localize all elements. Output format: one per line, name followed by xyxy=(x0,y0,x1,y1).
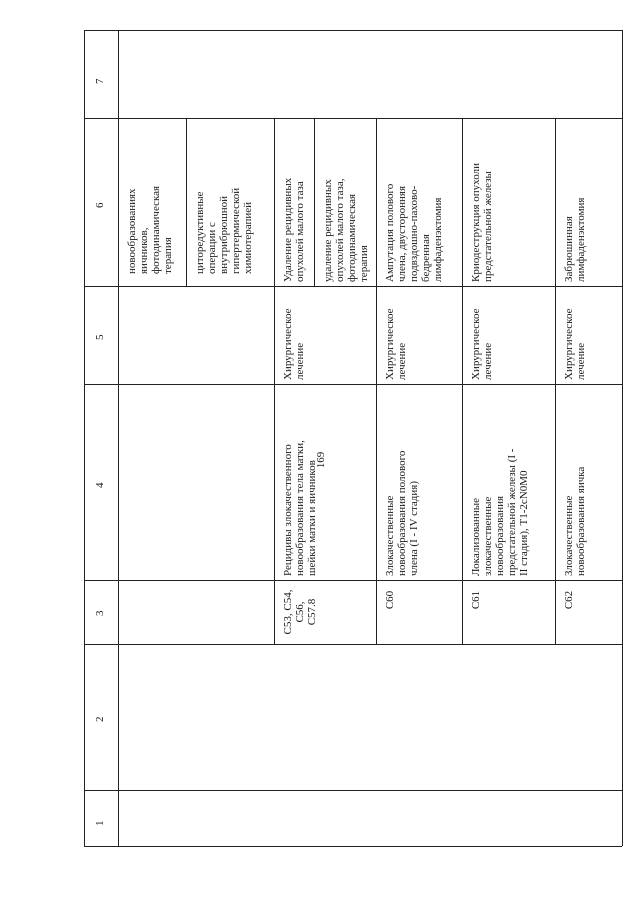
col-boundary-5-4 xyxy=(84,384,622,385)
row1-col6-b: удаление рецидивных опухолей малого таза, фотодинамическая терапия xyxy=(322,178,370,282)
header-col-6: 6 xyxy=(94,202,106,208)
row-boundary-4 xyxy=(555,118,556,644)
row1-col4: Рецидивы злокачественного новообразования тела матки, шейки матки и яичников xyxy=(282,440,318,576)
header-col-7: 7 xyxy=(94,78,106,84)
row2-col6: Ампутация полового члена, двусторонняя подвздошно-пахово- бедренная лимфаденэктомия xyxy=(384,183,444,282)
row1-col6-a: Удаление рецидивных опухолей малого таза xyxy=(282,177,306,282)
header-separator xyxy=(118,30,119,846)
col-boundary-4-3 xyxy=(84,580,622,581)
row3-col5: Хирургическое лечение xyxy=(470,308,494,380)
row4-col6: Забрюшинная лимфаденэктомия xyxy=(563,197,587,282)
row4-col3: C62 xyxy=(563,590,575,610)
row1-col3: C53, C54, C56, C57.8 xyxy=(282,589,318,635)
col-boundary-3-2 xyxy=(84,644,622,645)
row3-col6: Криодеструкция опухоли предстательной железы xyxy=(470,163,494,282)
col-boundary-6-5 xyxy=(84,286,622,287)
row-boundary-1 xyxy=(274,118,275,644)
row0-col6-b: циторедуктивные операции с внутрибрюшной гипертермической химиотерапией xyxy=(194,187,254,274)
subrow-divider-row1 xyxy=(314,118,315,286)
row-boundary-3 xyxy=(462,118,463,644)
col-boundary-2-1 xyxy=(84,790,622,791)
header-col-3: 3 xyxy=(94,610,106,616)
header-col-4: 4 xyxy=(94,482,106,488)
row4-col5: Хирургическое лечение xyxy=(563,308,587,380)
table-border-top xyxy=(84,30,622,31)
col-boundary-7-6 xyxy=(84,118,622,119)
row4-col4: Злокачественные новообразования яичка xyxy=(563,466,587,576)
header-col-1: 1 xyxy=(94,820,106,826)
row0-col6-a: новообразованиях яичников, фотодинамическая терапия xyxy=(126,185,174,274)
row2-col3: C60 xyxy=(384,590,396,610)
row-boundary-2 xyxy=(376,118,377,644)
row2-col5: Хирургическое лечение xyxy=(384,308,408,380)
table-border-right xyxy=(622,30,623,846)
row3-col4: Локализованные злокачественные новообразования предстательной железы (I - II стадия), T1-2cN0M0 xyxy=(470,448,530,576)
table-border-bottom xyxy=(84,846,622,847)
row3-col3: C61 xyxy=(470,590,482,610)
table-border-left xyxy=(84,30,85,846)
page-number: 169 xyxy=(315,451,327,469)
row1-col5: Хирургическое лечение xyxy=(282,308,306,380)
header-col-2: 2 xyxy=(94,716,106,722)
row2-col4: Злокачественные новообразования полового члена (I - IV стадия) xyxy=(384,450,420,576)
header-col-5: 5 xyxy=(94,334,106,340)
subrow-divider-row0 xyxy=(186,118,187,286)
